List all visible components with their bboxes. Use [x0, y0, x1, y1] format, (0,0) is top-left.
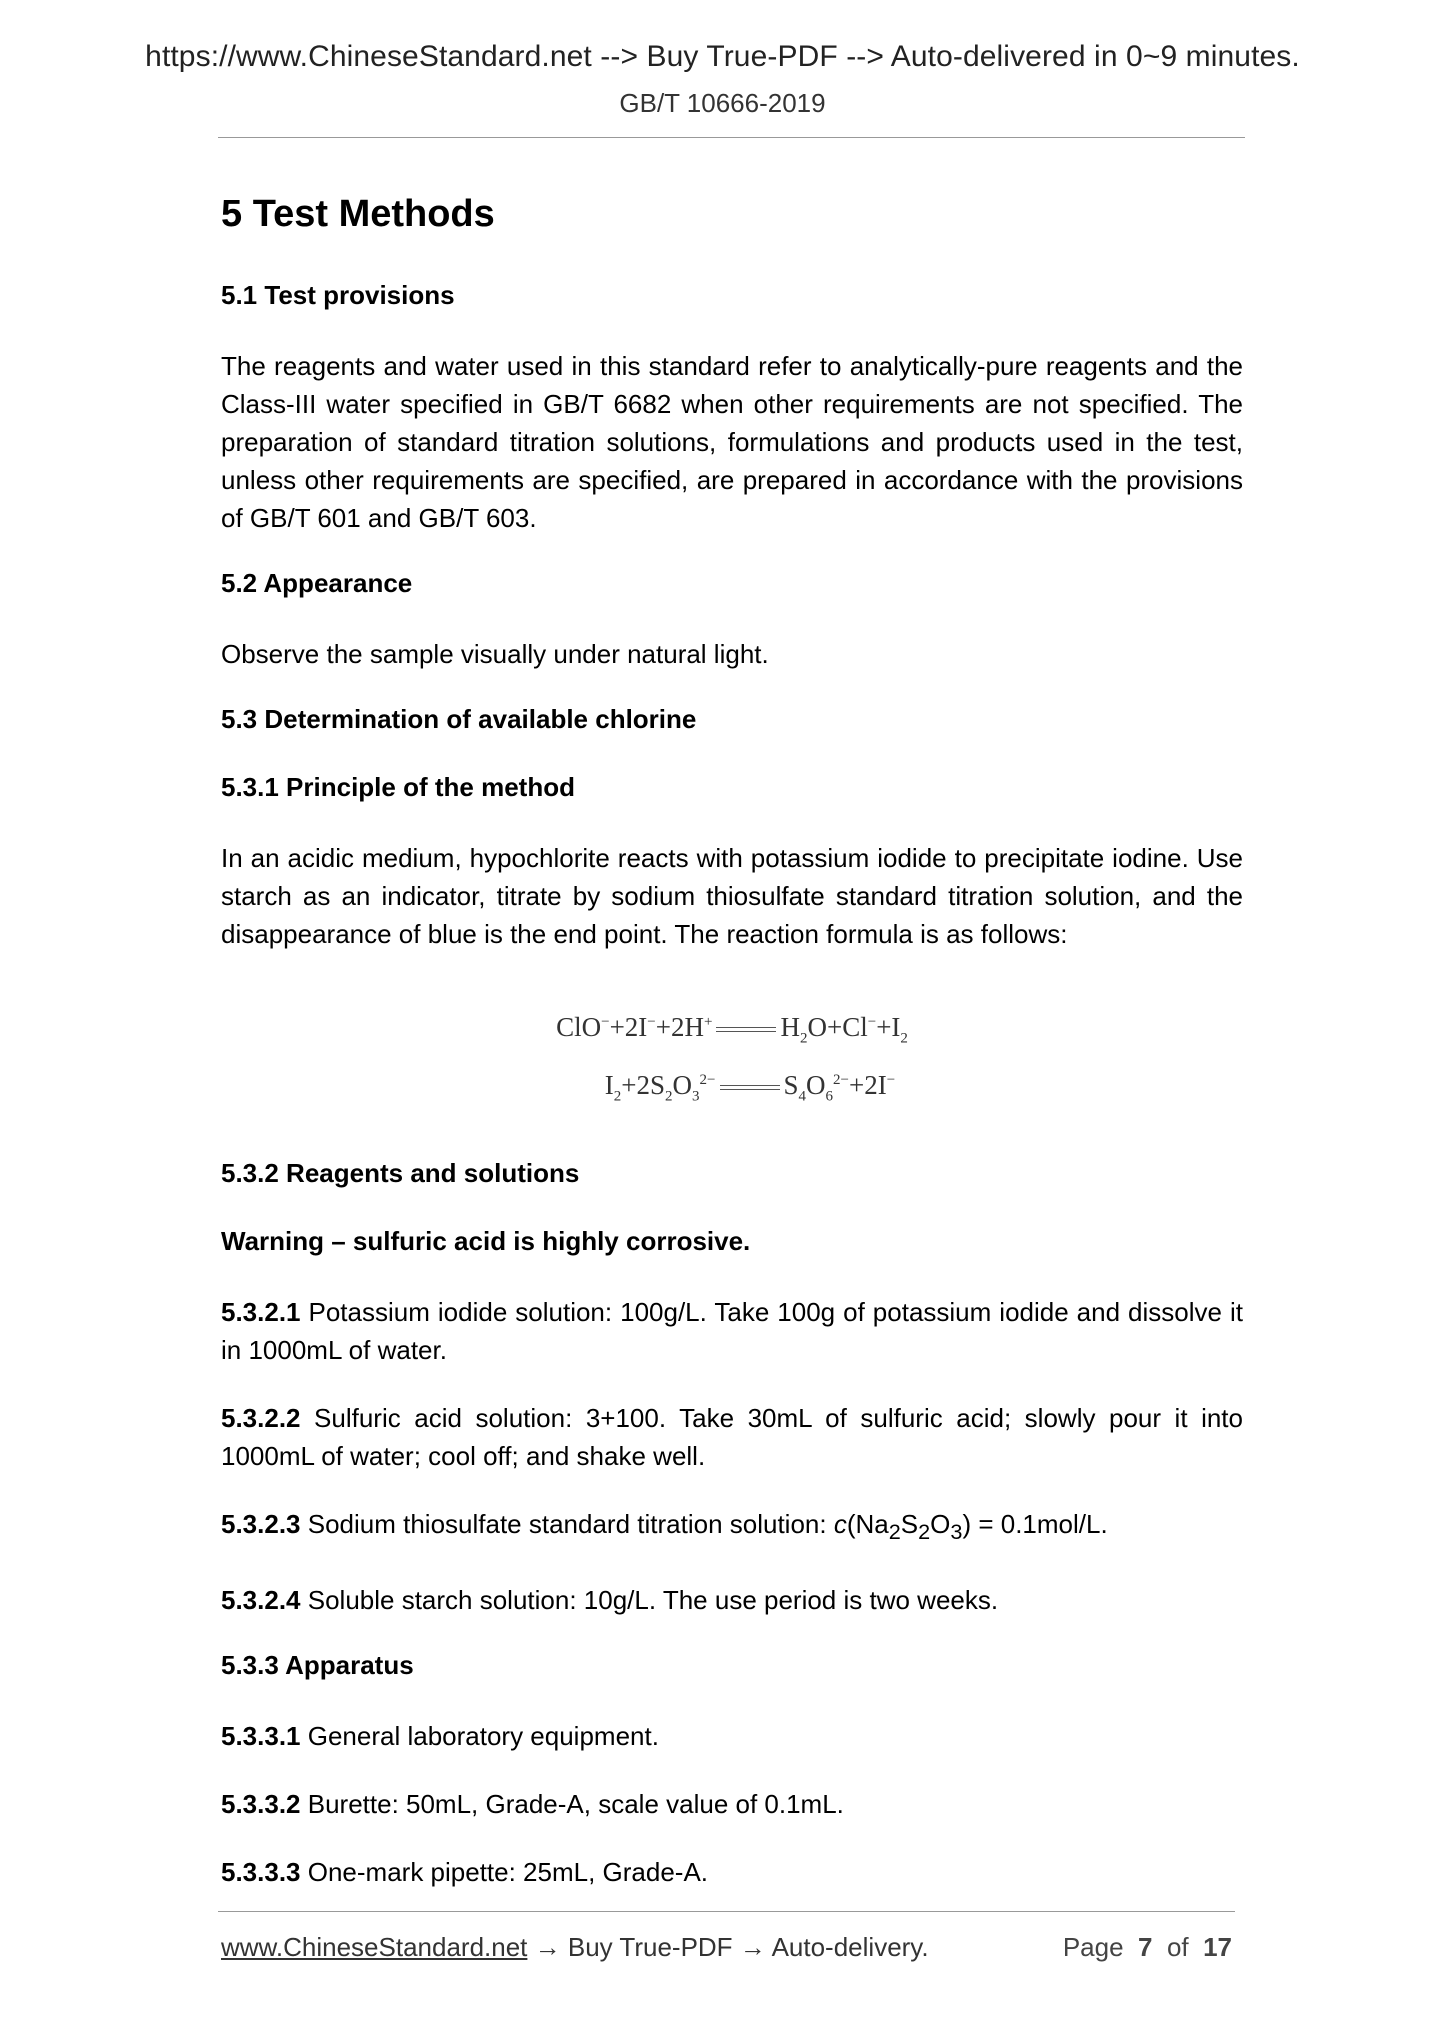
item-5-3-2-2 [221, 1399, 1243, 1475]
item-number: 5.3.2.1 [221, 1296, 301, 1327]
total-pages: 17 [1203, 1932, 1232, 1962]
reaction-formulas [221, 1001, 1243, 1118]
item-5-3-2-3 [221, 1505, 1243, 1551]
item-text: 3 [950, 1519, 963, 1545]
item-text: Burette: 50mL, Grade-A, scale value of 0.1mL. [300, 1788, 844, 1819]
formula-2-term: +2I [849, 1069, 887, 1100]
section-5-3-2-heading: 5.3.2 Reagents and solutions [221, 1158, 580, 1189]
page-title: 5 Test Methods [221, 193, 495, 235]
footer-links [221, 1932, 929, 1963]
item-text: Sulfuric acid solution: 3+100. Take 30mL of sulfuric acid; slowly pour it into 1000mL of water; cool off; and shake well. [221, 1402, 1243, 1471]
formula-1 [221, 1001, 1243, 1059]
item-number: 5.3.3.3 [221, 1856, 301, 1887]
formula-2-term: 6 [825, 1088, 834, 1105]
header-divider [218, 137, 1245, 138]
equals-sign [720, 1085, 780, 1090]
formula-2-term: 3 [692, 1088, 700, 1105]
item-number: 5.3.2.2 [221, 1402, 301, 1433]
item-text: O [930, 1508, 951, 1539]
footer-site-link[interactable]: www.ChineseStandard.net [221, 1932, 528, 1962]
formula-1-term: +I [876, 1011, 901, 1042]
page-number [1063, 1932, 1232, 1963]
formula-2-term: S [783, 1069, 799, 1100]
formula-1-term: − [601, 1013, 610, 1030]
item-text: Soluble starch solution: 10g/L. The use period is two weeks. [300, 1585, 999, 1616]
section-5-2-text: Observe the sample visually under natural light. [221, 638, 769, 669]
item-5-3-2-4 [221, 1581, 1243, 1619]
item-text: 2 [918, 1519, 931, 1545]
item-text: ) = 0.1mol/L. [962, 1508, 1108, 1539]
formula-2-term: − [886, 1071, 896, 1088]
equals-sign [716, 1027, 776, 1032]
item-5-3-2-1 [221, 1293, 1243, 1369]
formula-1-term: +2I [609, 1011, 648, 1042]
page-label: Page [1062, 1932, 1124, 1962]
formula-1-term: 2 [799, 1029, 808, 1046]
section-5-3-3-heading: 5.3.3 Apparatus [221, 1650, 414, 1681]
item-5-3-3-1 [221, 1717, 1243, 1755]
item-text: c [833, 1508, 847, 1539]
formula-2-term: I [604, 1069, 614, 1100]
item-5-3-3-3 [221, 1853, 1243, 1891]
formula-2-term: 2 [665, 1088, 673, 1105]
formula-1-term: 2 [900, 1029, 908, 1046]
formula-1-term: − [647, 1013, 656, 1030]
section-5-3-1-heading: 5.3.1 Principle of the method [221, 771, 575, 802]
item-text: 2 [888, 1519, 901, 1545]
of-label: of [1166, 1932, 1189, 1962]
item-number: 5.3.3.1 [221, 1720, 301, 1751]
document-number: GB/T 10666-2019 [619, 88, 826, 118]
page-content [221, 190, 1243, 1921]
formula-1-term: +2H [655, 1011, 704, 1042]
item-text: (Na [846, 1508, 889, 1539]
section-5-2-heading: 5.2 Appearance [221, 568, 413, 599]
item-text: Sodium thiosulfate standard titration solution: [300, 1508, 834, 1539]
item-text: S [900, 1508, 919, 1539]
formula-2-term: 4 [798, 1088, 807, 1105]
current-page: 7 [1138, 1932, 1153, 1962]
formula-2-term: +2S [621, 1069, 666, 1100]
formula-2-term: 2 [613, 1088, 622, 1105]
formula-1-term: O+Cl [807, 1011, 868, 1042]
formula-1-term: + [704, 1013, 713, 1030]
formula-1-term: ClO [556, 1011, 602, 1042]
item-number: 5.3.2.3 [221, 1508, 301, 1539]
warning-text: Warning – sulfuric acid is highly corrosive. [221, 1226, 751, 1257]
formula-2-term: 2− [699, 1071, 716, 1088]
item-text: General laboratory equipment. [300, 1720, 659, 1751]
formula-2 [221, 1059, 1243, 1117]
formula-1-term: H [780, 1011, 800, 1042]
item-5-3-3-2 [221, 1785, 1243, 1823]
section-5-3-1-text: In an acidic medium, hypochlorite reacts with potassium iodide to precipitate iodine. Use starch as an indicator, titrate by sodium thiosulfate standard titration solution, and the disappearance of blue is the end point. The reaction formula is as follows: [221, 842, 1243, 949]
formula-2-term: O [672, 1069, 693, 1100]
section-5-1-heading: 5.1 Test provisions [221, 280, 455, 311]
item-number: 5.3.3.2 [221, 1788, 301, 1819]
header-banner: https://www.ChineseStandard.net --> Buy True-PDF --> Auto-delivered in 0~9 minutes. [145, 40, 1300, 73]
formula-1-term: − [867, 1013, 877, 1030]
section-5-3-heading: 5.3 Determination of available chlorine [221, 703, 697, 734]
item-text: Potassium iodide solution: 100g/L. Take 100g of potassium iodide and dissolve it in 1000mL of water. [221, 1296, 1243, 1365]
footer-text: → Buy True-PDF → Auto-delivery. [527, 1932, 929, 1962]
footer-divider [218, 1911, 1235, 1912]
formula-2-term: 2− [833, 1071, 850, 1088]
formula-2-term: O [806, 1069, 826, 1100]
section-5-1-text: The reagents and water used in this standard refer to analytically-pure reagents and the Class-III water specified in GB/T 6682 when other requirements are not specified. The preparation of standard titration solutions, formulations and products used in the test, unless other requirements are specified, are prepared in accordance with the provisions of GB/T 601 and GB/T 603. [221, 351, 1243, 534]
item-number: 5.3.2.4 [221, 1585, 301, 1616]
item-text: One-mark pipette: 25mL, Grade-A. [300, 1856, 709, 1887]
